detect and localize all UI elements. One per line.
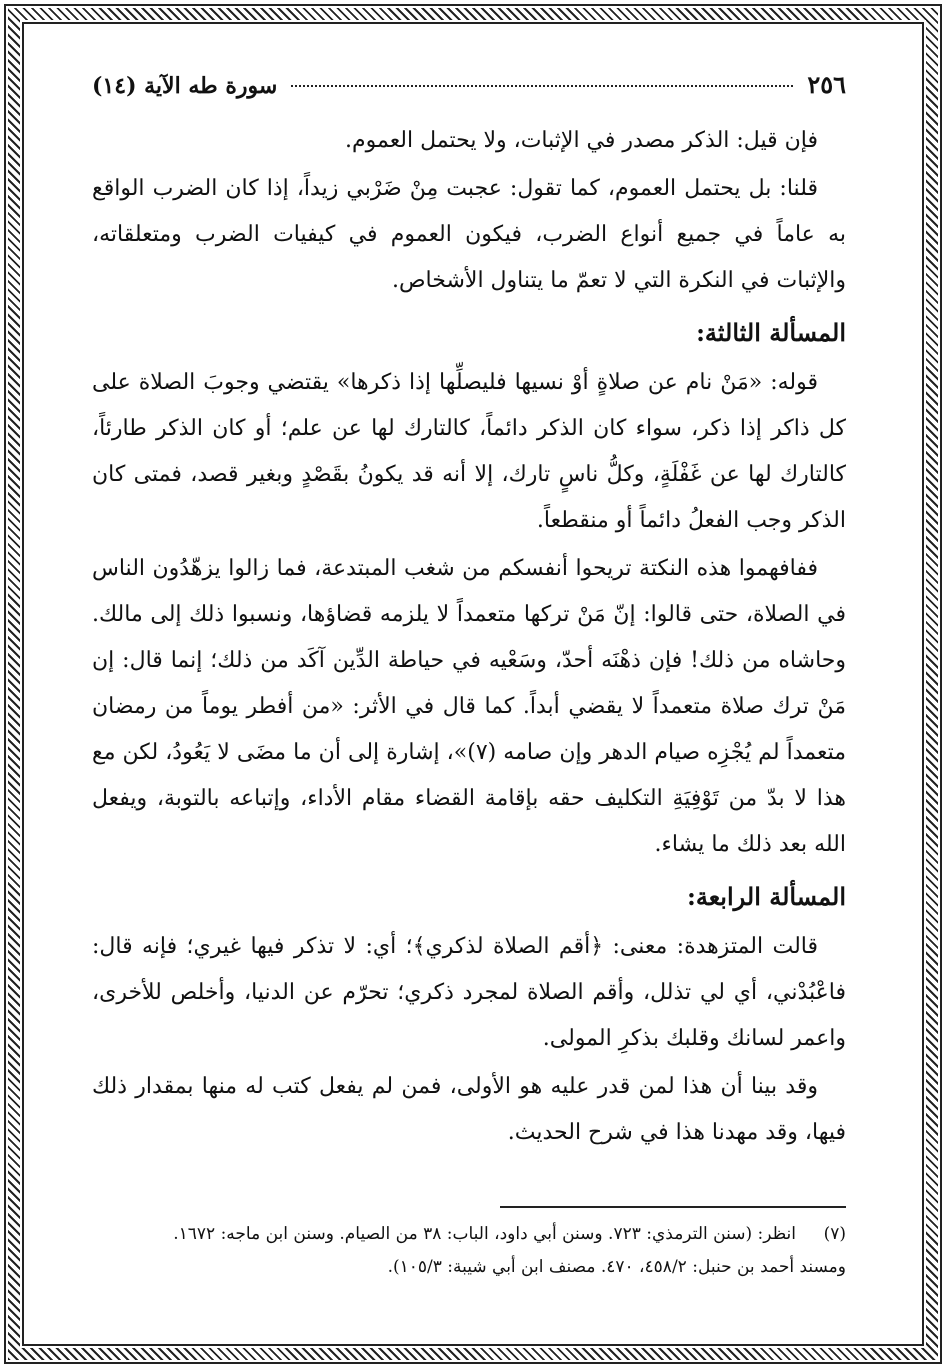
paragraph: ففافهموا هذه النكتة تريحوا أنفسكم من شغب المبتدعة، فما زالوا يزهّدُون الناس في الصلاة، حتى قالوا: إنّ مَنْ تركها متعمداً لا يلزمه قضاؤها، ونسبوا ذلك إلى مالك. وحاشاه من ذلك! فإن ذهْنَه أحدّ، وسَعْيه في حياطة الدِّين آكَد من ذلك؛ إنما قال: إن مَنْ ترك صلاة متعمداً لا يقضي أبداً. كما قال في الأثر: «من أفطر يوماً من رمضان متعمداً لم يُجْزِه صيام الدهر وإن صامه (٧)»، إشارة إلى أن ما مضَى لا يَعُودُ، لكن مع هذا لا بدّ من تَوْفِيَةِ التكليف حقه بإقامة القضاء مقام الأداء، وإتباعه بالتوبة، ويفعل الله بعد ذلك ما يشاء. xyxy=(92,556,847,857)
section-heading: المسألة الثالثة: xyxy=(696,318,846,347)
paragraph: قلنا: بل يحتمل العموم، كما تقول: عجبت مِنْ ضَرْبي زيداً، إذا كان الضرب الواقع به عاماً في جميع أنواع الضرب، فيكون العموم في كيفيات الضرب ومتعلقاته، والإثبات في النكرة التي لا تعمّ ما يتناول الأشخاص. xyxy=(92,176,846,293)
footnotes xyxy=(92,1218,846,1284)
footnote-divider xyxy=(500,1206,846,1208)
paragraph: قوله: «مَنْ نام عن صلاةٍ أوْ نسيها فليصلِّها إذا ذكرها» يقتضي وجوبَ الصلاة على كل ذاكر إذا ذكر، سواء كان الذكر دائماً، كالتارك لها عن علم؛ أو كان الذكر طارئاً، كالتارك لها عن غَفْلَةٍ، وكلُّ ناسٍ تارك، إلا أنه قد يكونُ بقَصْدٍ وبغير قصد، فمتى كان الذكر وجب الفعلُ دائماً أو منقطعاً. xyxy=(92,370,846,533)
running-head xyxy=(92,70,846,110)
footnote-line: ومسند أحمد بن حنبل: ٤٥٨/٢، ٤٧٠. مصنف ابن أبي شيبة: ١٠٥/٣). xyxy=(387,1257,846,1277)
page-number: ٢٥٦ xyxy=(807,70,846,99)
page-content xyxy=(92,70,846,1156)
running-title: سورة طه الآية (١٤) xyxy=(92,73,278,99)
paragraph: قالت المتزهدة: معنى: ﴿أقم الصلاة لذكري﴾؛ أي: لا تذكر فيها غيري؛ فإنه قال: فاعْبُدْني، أي لي تذلل، وأقم الصلاة لمجرد ذكري؛ تحرّم عن الدنيا، وأخلص للأخرى، واعمر لسانك وقلبك بذكرِ المولى. xyxy=(92,934,846,1051)
footnote-number: (٧) xyxy=(823,1224,846,1244)
section-heading: المسألة الرابعة: xyxy=(687,882,846,911)
leader-dots xyxy=(291,85,793,87)
footnote-text: انظر: (سنن الترمذي: ٧٢٣. وسنن أبي داود، الباب: ٣٨ من الصيام. وسنن ابن ماجه: ١٦٧٢. xyxy=(173,1224,796,1244)
footnote-line xyxy=(92,1218,846,1251)
paragraph: وقد بينا أن هذا لمن قدر عليه هو الأولى، فمن لم يفعل كتب له منها بمقدار ذلك فيها، وقد مهدنا هذا في شرح الحديث. xyxy=(92,1074,846,1145)
paragraph: فإن قيل: الذكر مصدر في الإثبات، ولا يحتمل العموم. xyxy=(345,128,818,153)
